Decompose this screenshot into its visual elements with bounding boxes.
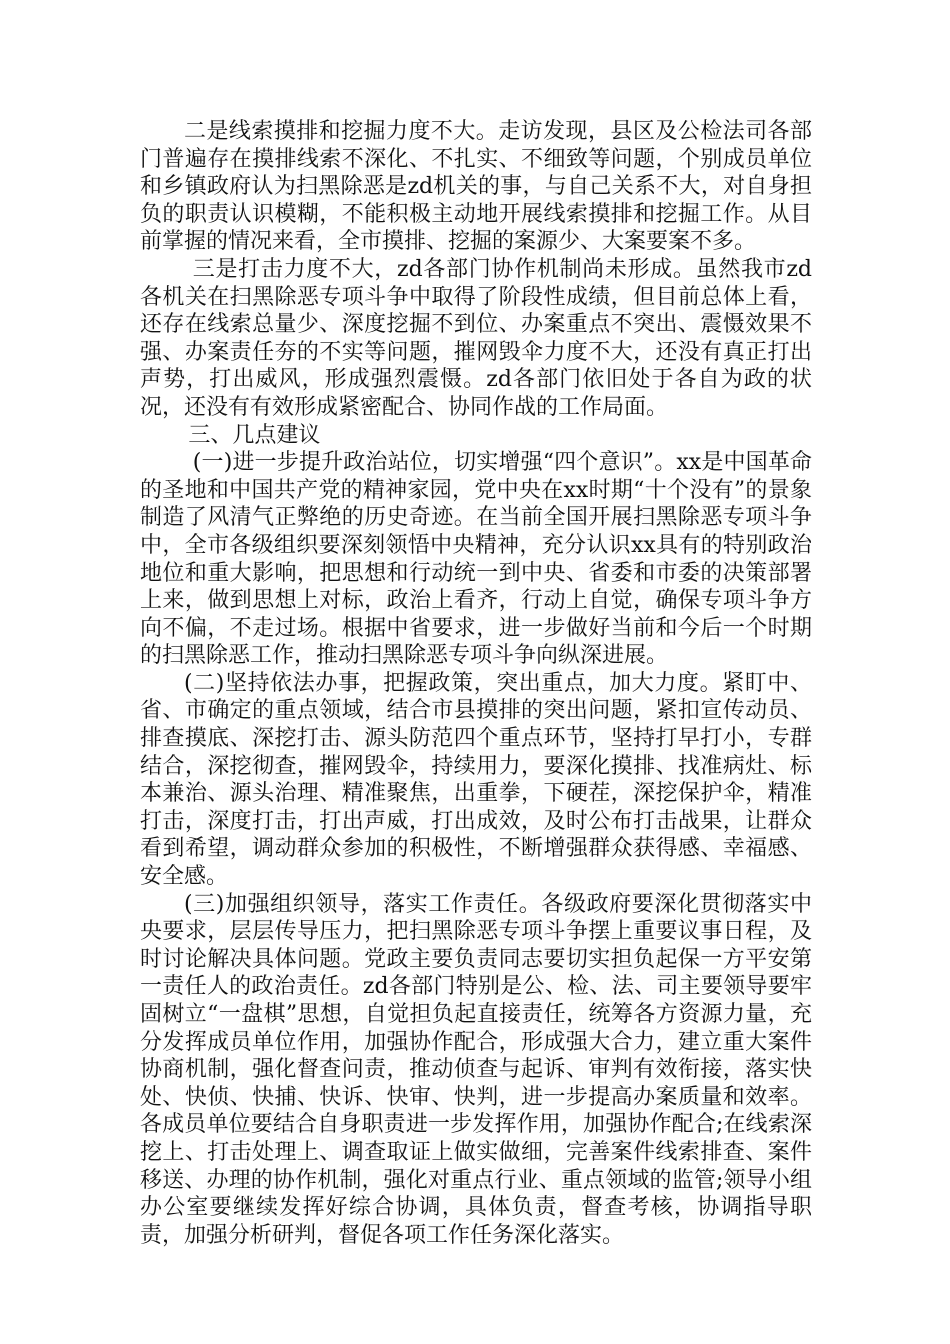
paragraph-strike-intensity: 三是打击力度不大，zd各部门协作机制尚未形成。虽然我市zd各机关在扫黑除恶专项斗争中取得了阶段性成绩，但目前总体上看，还存在线索总量少、深度挖掘不到位、办案重点不突出、震慑效果不强、办案责任夯的不实等问题，摧网毁伞力度不大，还没有真正打出声势，打出威风，形成强烈震慑。zd各部门依旧处于各自为政的状况，还没有有效形成紧密配合、协同作战的工作局面。	[140, 256, 812, 420]
paragraph-suggestion-3: (三)加强组织领导，落实工作责任。各级政府要深化贯彻落实中央要求，层层传导压力，把扫黑除恶专项斗争摆上重要议事日程，及时讨论解决具体问题。党政主要负责同志要切实担负起保一方平安第一责任人的政治责任。zd各部门特别是公、检、法、司主要领导要牢固树立“一盘棋”思想，自觉担负起直接责任，统筹各方资源力量，充分发挥成员单位作用，加强协作配合，形成强大合力，建立重大案件协商机制，强化督查问责，推动侦查与起诉、审判有效衔接，落实快处、快侦、快捕、快诉、快审、快判，进一步提高办案质量和效率。各成员单位要结合自身职责进一步发挥作用，加强协作配合;在线索深挖上、打击处理上、调查取证上做实做细，完善案件线索排查、案件移送、办理的协作机制，强化对重点行业、重点领域的监管;领导小组办公室要继续发挥好综合协调，具体负责，督查考核，协调指导职责，加强分析研判，督促各项工作任务深化落实。	[140, 891, 812, 1248]
paragraph-suggestion-1: (一)进一步提升政治站位，切实增强“四个意识”。xx是中国革命的圣地和中国共产党的精神家园，党中央在xx时期“十个没有”的景象制造了风清气正弊绝的历史奇迹。在当前全国开展扫黑除恶专项斗争中，全市各级组织要深刻领悟中央精神，充分认识xx具有的特别政治地位和重大影响，把思想和行动统一到中央、省委和市委的决策部署上来，做到思想上对标，政治上看齐，行动上自觉，确保专项斗争方向不偏，不走过场。根据中省要求，进一步做好当前和今后一个时期的扫黑除恶工作，推动扫黑除恶专项斗争向纵深进展。	[140, 450, 812, 669]
paragraph-clue-investigation: 二是线索摸排和挖掘力度不大。走访发现，县区及公检法司各部门普遍存在摸排线索不深化、不扎实、不细致等问题，个别成员单位和乡镇政府认为扫黑除恶是zd机关的事，与自己关系不大，对自身担负的职责认识模糊，不能积极主动地开展线索摸排和挖掘工作。从目前掌握的情况来看，全市摸排、挖掘的案源少、大案要案不多。	[140, 119, 812, 255]
document-body	[140, 118, 812, 1249]
section-heading-suggestions: 三、几点建议	[188, 422, 321, 448]
paragraph-suggestion-2: (二)坚持依法办事，把握政策，突出重点，加大力度。紧盯中、省、市确定的重点领域，结合市县摸排的突出问题，紧扣宣传动员、排查摸底、深挖打击、源头防范四个重点环节，坚持打早打小，专群结合，深挖彻查，摧网毁伞，持续用力，要深化摸排、找准病灶、标本兼治、源头治理、精准聚焦，出重拳，下硬茬，深挖保护伞，精准打击，深度打击，打出声威，打出成效，及时公布打击战果，让群众看到希望，调动群众参加的积极性，不断增强群众获得感、幸福感、安全感。	[140, 670, 812, 890]
